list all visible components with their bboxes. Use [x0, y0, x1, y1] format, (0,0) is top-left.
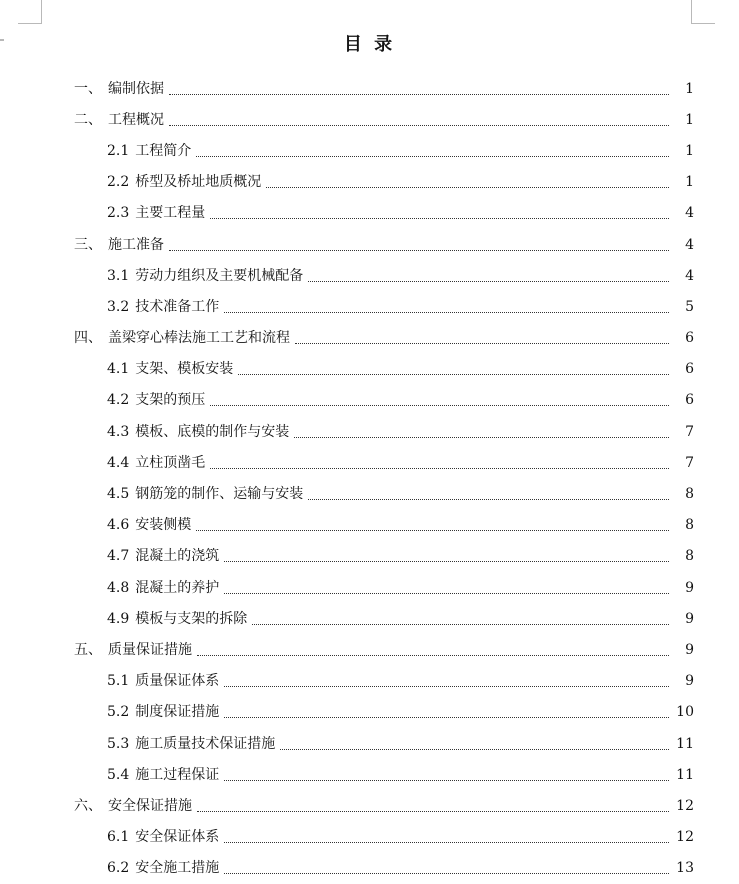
toc-page-number: 4 [672, 236, 694, 254]
dot-leader [294, 436, 669, 438]
toc-entry[interactable] [74, 447, 694, 478]
toc-page-number: 9 [672, 672, 694, 690]
toc-entry-text: 编制依据 [108, 80, 164, 97]
toc-entry-text: 质量保证措施 [108, 641, 192, 658]
toc-entry-text: 混凝土的养护 [135, 579, 220, 596]
toc-entry-number: 4.4 [107, 454, 130, 471]
dot-leader [169, 249, 669, 251]
toc-entry-text: 安全施工措施 [135, 860, 220, 877]
dot-leader [224, 716, 669, 718]
toc-entry-number: 四、 [74, 330, 102, 347]
toc-entry-title [107, 173, 263, 191]
toc-entry-text: 制度保证措施 [135, 704, 220, 721]
toc-entry[interactable] [74, 603, 694, 634]
toc-entry-number: 3.1 [107, 267, 130, 284]
toc-entry-number: 五、 [74, 641, 102, 658]
dot-leader [224, 592, 669, 594]
toc-page-number: 9 [672, 641, 694, 659]
dot-leader [169, 124, 669, 126]
toc-entry-number: 4.7 [107, 548, 130, 565]
toc-page-number: 5 [672, 298, 694, 316]
toc-entry-title [107, 610, 249, 628]
toc-entry[interactable] [74, 822, 694, 853]
toc-entry[interactable] [74, 167, 694, 198]
toc-entry-text: 支架的预压 [135, 392, 206, 409]
toc-entry[interactable] [74, 260, 694, 291]
toc-entry-title [107, 703, 221, 721]
toc-entry-title [107, 391, 207, 409]
dot-leader [197, 654, 669, 656]
toc-entry-title [74, 329, 292, 347]
toc-entry-text: 桥型及桥址地质概况 [135, 174, 262, 191]
toc-entry-number: 4.6 [107, 517, 130, 534]
toc-entry-title [107, 360, 235, 378]
toc-entry-title [107, 485, 305, 503]
toc-entry-title [107, 204, 207, 222]
dot-leader [224, 872, 669, 874]
toc-entry-number: 6.2 [107, 860, 130, 877]
toc-entry-title [107, 516, 193, 534]
toc-page-number: 9 [672, 610, 694, 628]
toc-entry[interactable] [74, 510, 694, 541]
toc-page-number: 7 [672, 423, 694, 441]
toc-page-number: 4 [672, 204, 694, 222]
toc-entry-title [107, 423, 291, 441]
toc-entry-number: 5.2 [107, 704, 130, 721]
table-of-contents [74, 73, 694, 884]
dot-leader [308, 280, 669, 282]
toc-entry-text: 主要工程量 [135, 205, 206, 222]
dot-leader [252, 623, 669, 625]
toc-page-number: 10 [672, 703, 694, 721]
toc-entry-text: 支架、模板安装 [135, 361, 234, 378]
toc-entry-title [74, 641, 194, 659]
toc-entry-number: 一、 [74, 80, 102, 97]
dot-leader [295, 342, 669, 344]
toc-page-number: 4 [672, 267, 694, 285]
toc-entry-number: 2.2 [107, 174, 130, 191]
toc-page-number: 8 [672, 516, 694, 534]
toc-entry[interactable] [74, 385, 694, 416]
toc-entry-text: 施工过程保证 [135, 766, 220, 783]
toc-entry-number: 4.1 [107, 361, 130, 378]
dot-leader [224, 685, 669, 687]
toc-page-number: 9 [672, 579, 694, 597]
toc-entry-number: 4.2 [107, 392, 130, 409]
toc-entry-number: 4.3 [107, 423, 130, 440]
dot-leader [169, 93, 669, 95]
toc-page-number: 11 [672, 735, 694, 753]
toc-entry-title [74, 236, 166, 254]
dot-leader [238, 373, 669, 375]
toc-page-number: 1 [672, 80, 694, 98]
toc-entry-number: 5.1 [107, 673, 130, 690]
dot-leader [197, 810, 669, 812]
toc-entry-number: 5.4 [107, 766, 130, 783]
page-title: 目 录 [343, 34, 396, 55]
toc-entry[interactable] [74, 416, 694, 447]
toc-entry[interactable] [74, 198, 694, 229]
toc-page-number: 6 [672, 391, 694, 409]
toc-entry[interactable] [74, 634, 694, 665]
toc-entry-text: 模板、底模的制作与安装 [135, 423, 290, 440]
toc-entry-number: 4.8 [107, 579, 130, 596]
toc-entry-text: 劳动力组织及主要机械配备 [135, 267, 304, 284]
toc-entry[interactable] [74, 104, 694, 135]
toc-page-number: 1 [672, 142, 694, 160]
toc-entry-title [107, 547, 221, 565]
toc-entry-text: 钢筋笼的制作、运输与安装 [135, 486, 304, 503]
toc-page-number: 6 [672, 360, 694, 378]
toc-entry[interactable] [74, 135, 694, 166]
toc-entry-number: 三、 [74, 236, 102, 253]
toc-page-number: 13 [672, 859, 694, 877]
toc-entry-number: 5.3 [107, 735, 130, 752]
toc-entry[interactable] [74, 541, 694, 572]
toc-page-number: 12 [672, 797, 694, 815]
toc-entry-text: 工程概况 [108, 111, 164, 128]
dot-leader [210, 217, 669, 219]
dot-leader [196, 529, 669, 531]
toc-page-number: 11 [672, 766, 694, 784]
toc-entry[interactable] [74, 666, 694, 697]
toc-entry-number: 6.1 [107, 829, 130, 846]
toc-entry-number: 2.1 [107, 142, 130, 159]
toc-entry[interactable] [74, 572, 694, 603]
toc-entry[interactable] [74, 790, 694, 821]
toc-page-number: 1 [672, 173, 694, 191]
dot-leader [224, 841, 669, 843]
dot-leader [224, 779, 669, 781]
toc-entry[interactable] [74, 229, 694, 260]
dot-leader [210, 404, 669, 406]
dot-leader [224, 311, 669, 313]
toc-entry[interactable] [74, 853, 694, 884]
top-right-margin-mark [691, 0, 715, 24]
toc-entry[interactable] [74, 323, 694, 354]
toc-entry-title [107, 859, 221, 877]
toc-entry-title [107, 766, 221, 784]
toc-entry[interactable] [74, 697, 694, 728]
toc-entry-text: 立柱顶凿毛 [135, 454, 206, 471]
toc-entry[interactable] [74, 759, 694, 790]
toc-entry-text: 安全保证措施 [108, 797, 192, 814]
toc-entry[interactable] [74, 291, 694, 322]
toc-entry-title [107, 735, 277, 753]
toc-entry-number: 3.2 [107, 298, 130, 315]
toc-entry-number: 六、 [74, 797, 102, 814]
toc-entry-text: 盖梁穿心棒法施工工艺和流程 [108, 330, 290, 347]
toc-entry-title [107, 454, 207, 472]
toc-page-number: 8 [672, 547, 694, 565]
toc-entry-title [74, 111, 166, 129]
toc-entry-title [107, 267, 305, 285]
toc-entry-text: 技术准备工作 [135, 298, 220, 315]
toc-entry-title [74, 797, 194, 815]
toc-entry-text: 混凝土的浇筑 [135, 548, 220, 565]
toc-entry-title [107, 142, 193, 160]
toc-entry[interactable] [74, 728, 694, 759]
toc-page-number: 12 [672, 828, 694, 846]
toc-entry-number: 二、 [74, 111, 102, 128]
toc-page-number: 8 [672, 485, 694, 503]
toc-page-number: 7 [672, 454, 694, 472]
toc-entry-text: 施工准备 [108, 236, 164, 253]
toc-entry[interactable] [74, 354, 694, 385]
dot-leader [308, 498, 669, 500]
toc-page-number: 1 [672, 111, 694, 129]
toc-entry-title [107, 828, 221, 846]
toc-entry-title [107, 672, 221, 690]
toc-entry[interactable] [74, 478, 694, 509]
toc-entry-number: 2.3 [107, 205, 130, 222]
toc-page-number: 6 [672, 329, 694, 347]
toc-entry-text: 安全保证体系 [135, 829, 220, 846]
toc-entry-text: 模板与支架的拆除 [135, 610, 248, 627]
toc-entry-text: 工程简介 [135, 142, 192, 159]
toc-entry-number: 4.9 [107, 610, 130, 627]
toc-entry-title [107, 579, 221, 597]
dot-leader [280, 748, 669, 750]
toc-entry[interactable] [74, 73, 694, 104]
dot-leader [266, 186, 669, 188]
dot-leader [224, 560, 669, 562]
toc-entry-text: 施工质量技术保证措施 [135, 735, 276, 752]
toc-entry-text: 质量保证体系 [135, 673, 220, 690]
top-left-margin-mark [18, 0, 42, 24]
toc-entry-title [74, 80, 166, 98]
toc-entry-text: 安装侧模 [135, 517, 192, 534]
dot-leader [210, 467, 669, 469]
toc-entry-title [107, 298, 221, 316]
toc-entry-number: 4.5 [107, 486, 130, 503]
dot-leader [196, 155, 669, 157]
